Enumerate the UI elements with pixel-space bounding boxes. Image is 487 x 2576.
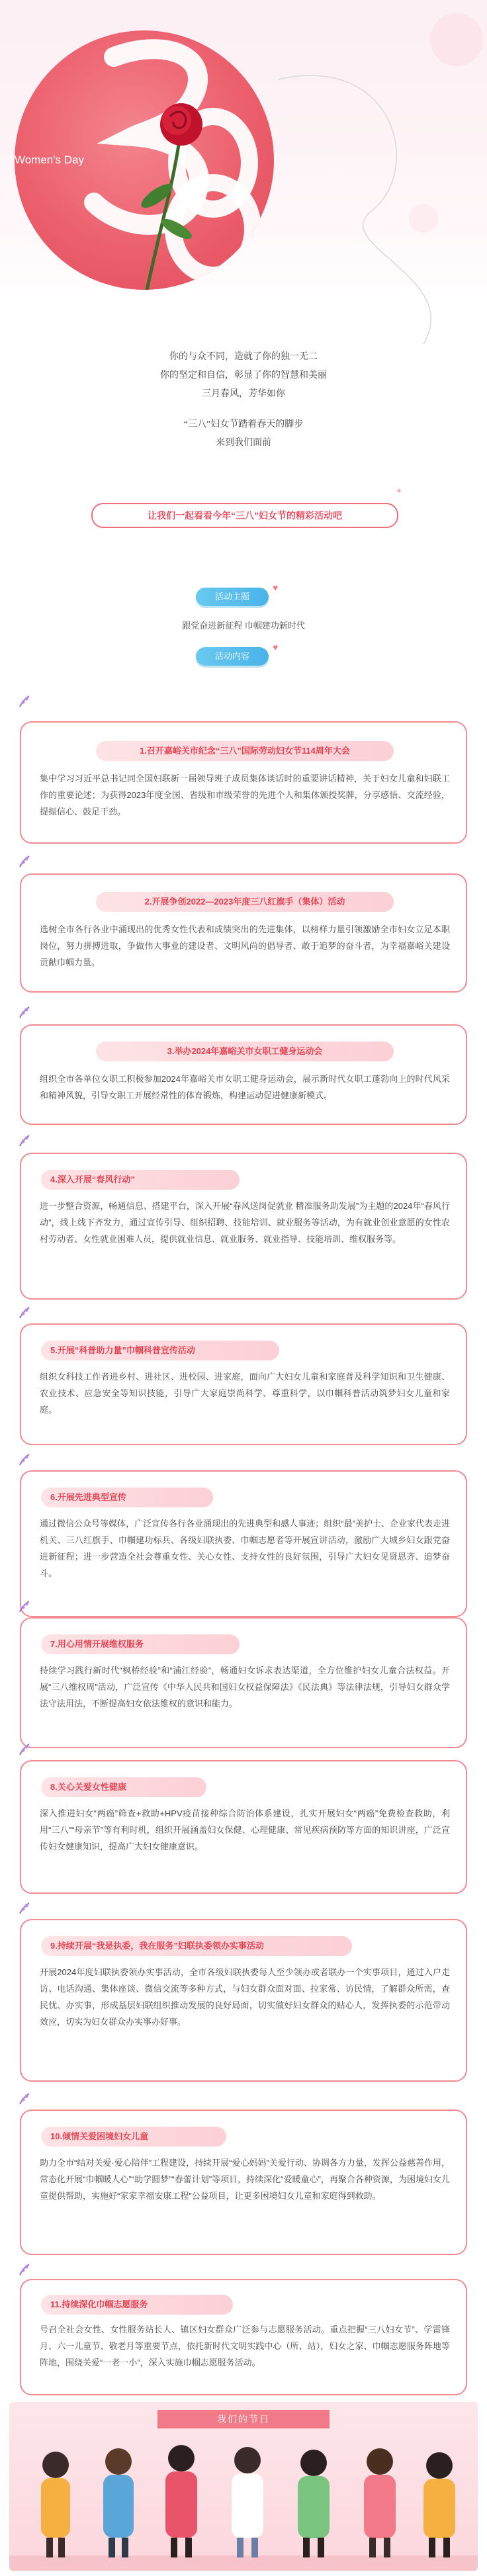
intro-line-2: 你的坚定和自信，彰显了你的智慧和美丽 — [160, 371, 327, 380]
card-title: 4.深入开展“春风行动” — [41, 1170, 240, 1190]
intro-line-4: “三八”妇女节踏着春天的脚步 — [183, 420, 304, 429]
sparkle-icon: ✦ — [396, 486, 403, 496]
illustration-banner: 我们的节日 — [157, 2410, 330, 2428]
theme-pill: 活动主题 — [196, 588, 269, 606]
intro-line-3: 三月春风，芳华如你 — [202, 389, 285, 399]
sprig-icon — [17, 1004, 32, 1019]
sprig-icon — [17, 854, 32, 868]
card-body: 深入推进妇女“两癌”筛查+救助+HPV疫苗接种综合防治体系建设，扎实开展妇女“两癌”免费检查救助，利用“三八”“母亲节”等有利时机，组织开展涵盖妇女保健、心理健康、常见疾病预防等方面的知识讲座，广泛宣传妇女健康知识，提高广大妇女健康意识。 — [40, 1808, 450, 1851]
activity-card-2 — [20, 873, 467, 993]
headline-banner: 让我们一起看看今年“三八”妇女节的精彩活动吧 — [91, 503, 398, 528]
card-title: 2.开展争创2022—2023年度三八红旗手（集体）活动 — [96, 892, 394, 912]
card-body: 组织女科技工作者进乡村、进社区、进校园、进家庭，面向广大妇女儿童和家庭普及科学知识和卫生健康、农业技术、应急安全等知识技能，引导广大家庭崇尚科学、尊重科学，以巾帼科普活动筑梦妇女儿童和家庭。 — [40, 1372, 450, 1415]
sprig-icon — [17, 1452, 32, 1466]
intro-line-5: 来到我们面前 — [216, 438, 271, 448]
heart-icon: ♥ — [273, 582, 279, 593]
activity-card-11 — [20, 2279, 467, 2395]
heart-icon: ♥ — [273, 642, 279, 652]
intro-line-1: 你的与众不同，造就了你的独一无二 — [169, 352, 318, 362]
card-title: 11.持续深化巾帼志愿服务 — [41, 2295, 233, 2315]
activity-card-10 — [20, 2110, 467, 2255]
card-body: 助力全市“结对关爱·爱心陪伴”工程建设，持续开展“爱心妈妈”关爱行动、协调各方力量，发挥公益慈善作用，常态化开展“巾帼暖人心”“助学圆梦”“春蕾计划”等项目，持续深化“爱暖童心”，再聚合各种资源，为困境妇女儿童提供帮助，实施好“家家幸福安康工程”公益项目，让更多困境妇女儿童和家庭得到救助。 — [40, 2158, 450, 2201]
activity-card-9 — [20, 1919, 467, 2082]
women-figures-illustration — [9, 2402, 478, 2571]
content-pill: 活动内容 — [196, 647, 269, 666]
card-body: 选树全市各行各业中涌现出的优秀女性代表和成绩突出的先进集体，以榜样力量引领激励全市妇女立足本职岗位，努力拼搏进取，争做伟大事业的建设者、文明风尚的倡导者、敢于追梦的奋斗者，为幸福嘉峪关建设贡献巾帼力量。 — [40, 924, 450, 967]
sprig-icon — [17, 693, 32, 708]
card-body: 组织全市各单位女职工积极参加2024年嘉峪关市女职工健身运动会，展示新时代女职工蓬勃向上的时代风采和精神风貌，引导女职工开展经常性的体育锻炼，构建运动促进健康新模式。 — [40, 1074, 450, 1100]
activity-card-5 — [20, 1323, 467, 1445]
activity-card-6 — [20, 1470, 467, 1617]
card-body: 持续学习践行新时代“枫桥经验”和“浦江经验”，畅通妇女诉求表达渠道，全方位维护妇女儿童合法权益。开展“三八维权周”活动，广泛宣传《中华人民共和国妇女权益保障法》《民法典》等法律法规，引导妇女群众学法守法用法，不断提高妇女依法维权的意识和能力。 — [40, 1666, 450, 1709]
sprig-icon — [17, 2262, 32, 2276]
activity-card-4 — [20, 1153, 467, 1300]
theme-text: 跟党奋进新征程 巾帼建功新时代 — [182, 621, 305, 631]
card-title: 9.持续开展“我是执委，我在服务”妇联执委领办实事活动 — [41, 1936, 352, 1956]
activity-card-1 — [20, 721, 467, 844]
card-body: 号召全社会女性、女性服务站长人、镇区妇女群众广泛参与志愿服务活动。重点把握“三八妇女节”、学雷锋月、六一儿童节、敬老月等重要节点，依托新时代文明实践中心（所、站），妇女之家、巾帼志愿服务阵地等阵地，围绕关爱“一老一小”，深入实施巾帼志愿服务活动。 — [40, 2325, 450, 2368]
sprig-icon — [17, 1305, 32, 1319]
card-title: 6.开展先进典型宣传 — [41, 1488, 213, 1507]
card-body: 进一步整合资源，畅通信息、搭建平台，深入开展“春风送岗促就业 精准服务助发展”为主题的2024年“春风行动”，线上线下齐发力，通过宣传引导、组织招聘、技能培训、就业服务等活动，为有就业创业意愿的女性农村劳动者、女性就业困难人员，提供就业信息、就业服务、就业指导、技能培训、维权服务等。 — [40, 1201, 450, 1244]
card-body: 集中学习习近平总书记同全国妇联新一届领导班子成员集体谈话时的重要讲话精神，关于妇女儿童和妇联工作的重要论述；为获得2023年度全国、省级和市级荣誉的先进个人和集体颁授奖牌，分享感悟、交流经验，提振信心、鼓足干劲。 — [40, 774, 450, 817]
sprig-icon — [17, 1900, 32, 1915]
card-body: 通过微信公众号等媒体，广泛宣传各行各业涌现出的先进典型和感人事迹；组织“最”美护士、企业家代表走进机关、三八红旗手、巾帼建功标兵、各级妇联执委、巾帼志愿者等开展宣讲活动，激励广大城乡妇女跟党奋进新征程；进一步营造全社会尊重女性、关心女性、支持女性的良好氛围，引导广大妇女见贤思齐、追梦奋斗。 — [40, 1519, 450, 1578]
card-title: 10.倾情关爱困境妇女儿童 — [41, 2127, 226, 2147]
activity-card-3 — [20, 1024, 467, 1125]
sprig-icon — [17, 1742, 32, 1756]
womens-day-illustration — [9, 2402, 478, 2571]
sprig-icon — [17, 1599, 32, 1613]
card-title: 8.关心关爱女性健康 — [41, 1777, 206, 1797]
card-body: 开展2024年度妇联执委领办实事活动，全市各级妇联执委每人至少领办或者联办一个实事项目，通过入户走访、电话沟通、集体座谈、微信交流等多种方式，与妇女群众面对面、拉家常、访民情，了解群众所需，查民忧、办实事，形成基层妇联组织推动发展的良好局面，切实做好妇女群众的贴心人，发挥执委的示范带动效应，切实为妇女群众办实事办好事。 — [40, 1967, 450, 2027]
sprig-icon — [17, 2091, 32, 2106]
card-title: 7.用心用情开展维权服务 — [41, 1634, 240, 1654]
activity-card-8 — [20, 1760, 467, 1894]
sprig-icon — [17, 1133, 32, 1147]
card-title: 3.举办2024年嘉峪关市女职工健身运动会 — [96, 1042, 394, 1061]
womens-day-text: Women's Day — [15, 154, 84, 166]
card-title: 5.开展“科普助力量”巾帼科普宣传活动 — [41, 1341, 279, 1360]
activity-card-7 — [20, 1617, 467, 1748]
card-title: 1.召开嘉峪关市纪念“三八”国际劳动妇女节114周年大会 — [96, 741, 394, 761]
